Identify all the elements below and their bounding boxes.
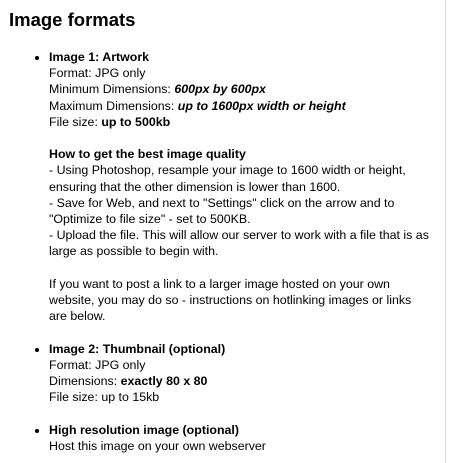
- list-item-image2-thumbnail: [49, 341, 429, 406]
- quality-tip-upload: - Upload the file. This will allow our server to work with a file that is as large as possible to begin with.: [49, 228, 429, 259]
- spacer: [49, 130, 429, 146]
- image1-max-dimensions-value: up to 1600px width or height: [177, 98, 346, 113]
- image1-max-dimensions: [49, 98, 429, 114]
- quality-heading: How to get the best image quality: [49, 147, 246, 162]
- list-item-image1-artwork: [49, 49, 429, 324]
- image1-file-size-value: up to 500kb: [101, 114, 171, 129]
- image1-heading: • Image 1: Artwork: [49, 50, 150, 64]
- list-item-high-resolution: [49, 422, 429, 454]
- image1-file-size: [49, 114, 429, 130]
- image2-dimensions-value: exactly 80 x 80: [120, 374, 208, 389]
- image2-dimensions: [49, 373, 429, 389]
- page-right-border: [445, 0, 446, 463]
- image-formats-list: [49, 49, 429, 454]
- quality-tip-save-for-web: - Save for Web, and next to "Settings" click on the arrow and to "Optimize to file size" - set to 500KB.: [49, 195, 395, 227]
- spacer: [49, 260, 429, 276]
- page-title: Image formats: [9, 9, 136, 30]
- image1-min-dimensions-value: 600px by 600px: [174, 82, 266, 97]
- image1-min-dimensions: [49, 81, 429, 97]
- image1-min-dimensions-label: Minimum Dimensions:: [49, 82, 171, 97]
- image2-file-size: File size: up to 15kb: [49, 390, 160, 405]
- image1-file-size-label: File size:: [49, 114, 98, 129]
- image1-max-dimensions-label: Maximum Dimensions:: [49, 98, 175, 113]
- quality-tip-resample: - Using Photoshop, resample your image to 1600 width or height, ensuring that the other dimension is lower than 1600.: [49, 163, 406, 194]
- image2-heading: • Image 2: Thumbnail (optional): [49, 341, 226, 356]
- hires-note: Host this image on your own webserver: [49, 438, 266, 453]
- hires-heading: • High resolution image (optional): [49, 422, 239, 437]
- image2-dimensions-label: Dimensions:: [49, 374, 118, 389]
- hotlink-note: If you want to post a link to a larger image hosted on your own website, you may do so - instructions on hotlinking images or links are below.: [49, 276, 412, 324]
- image2-format: Format: JPG only: [49, 357, 146, 372]
- image1-format: Format: JPG only: [49, 66, 146, 81]
